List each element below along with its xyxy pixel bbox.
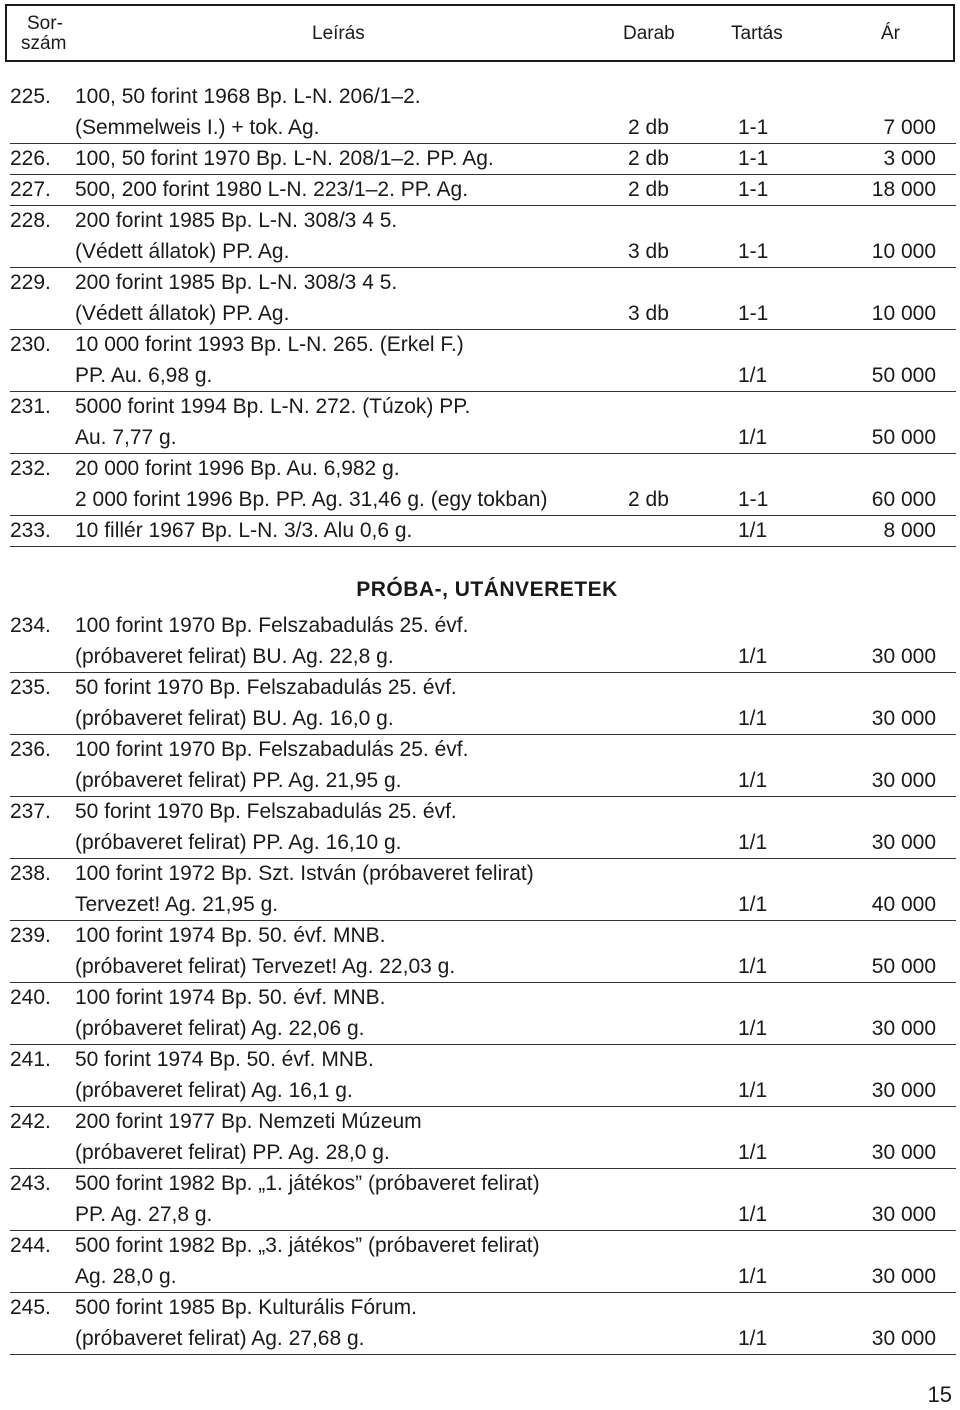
entry-number: 235.	[10, 676, 51, 699]
entry-line	[10, 734, 956, 765]
entry-description: 100 forint 1970 Bp. Felszabadulás 25. évf.	[75, 614, 469, 637]
entry-line	[10, 641, 956, 672]
entry-line	[10, 484, 956, 515]
entry-description: 50 forint 1974 Bp. 50. évf. MNB.	[75, 1048, 374, 1071]
entry-line	[10, 1075, 956, 1106]
entry-price: 30 000	[871, 831, 936, 854]
entry-line	[10, 391, 956, 422]
entry-description: (próbaveret felirat) PP. Ag. 16,10 g.	[75, 831, 402, 854]
catalog-entry	[10, 174, 956, 206]
entry-price: 7 000	[883, 116, 936, 139]
catalog-entry	[10, 205, 956, 268]
entry-line	[10, 920, 956, 951]
entry-grade: 1/1	[738, 769, 768, 792]
entry-description: 500 forint 1985 Bp. Kulturális Fórum.	[75, 1296, 418, 1319]
entry-line	[10, 1323, 956, 1354]
entry-line	[10, 422, 956, 453]
entry-description: 100, 50 forint 1968 Bp. L-N. 206/1–2.	[75, 85, 421, 108]
entry-price: 30 000	[871, 707, 936, 730]
entry-grade: 1/1	[738, 364, 768, 387]
entry-grade: 1-1	[738, 240, 769, 263]
entry-description: Tervezet! Ag. 21,95 g.	[75, 893, 279, 916]
entry-line	[10, 703, 956, 734]
entry-line	[10, 1106, 956, 1137]
entry-description: (próbaveret felirat) BU. Ag. 22,8 g.	[75, 645, 394, 668]
catalog-entry	[10, 1230, 956, 1293]
entry-number: 232.	[10, 457, 51, 480]
entry-description: Au. 7,77 g.	[75, 426, 177, 449]
entry-qty: 2 db	[628, 147, 669, 170]
header-leiras: Leírás	[312, 23, 365, 44]
entry-grade: 1/1	[738, 645, 768, 668]
entry-number: 239.	[10, 924, 51, 947]
catalog-entry	[10, 81, 956, 144]
catalog-entry	[10, 515, 956, 547]
entry-price: 30 000	[871, 769, 936, 792]
header-ar: Ár	[881, 23, 900, 44]
catalog-entry	[10, 672, 956, 735]
entry-price: 8 000	[883, 519, 936, 542]
entry-number: 231.	[10, 395, 51, 418]
entry-price: 30 000	[871, 1079, 936, 1102]
entry-line	[10, 360, 956, 391]
entry-number: 243.	[10, 1172, 51, 1195]
entry-grade: 1/1	[738, 707, 768, 730]
entry-number: 226.	[10, 147, 51, 170]
entry-number: 228.	[10, 209, 51, 232]
entry-number: 240.	[10, 986, 51, 1009]
header-tartas: Tartás	[731, 23, 783, 44]
catalog-entry	[10, 143, 956, 175]
entry-line	[10, 1230, 956, 1261]
entry-qty: 3 db	[628, 240, 669, 263]
entry-price: 50 000	[871, 955, 936, 978]
entry-price: 30 000	[871, 1265, 936, 1288]
entry-grade: 1-1	[738, 302, 769, 325]
catalog-entry	[10, 1168, 956, 1231]
entry-line	[10, 81, 956, 112]
entry-number: 244.	[10, 1234, 51, 1257]
entry-qty: 2 db	[628, 116, 669, 139]
entry-grade: 1-1	[738, 178, 769, 201]
entry-description: 100 forint 1974 Bp. 50. évf. MNB.	[75, 986, 386, 1009]
entry-line	[10, 1168, 956, 1199]
entry-line	[10, 1261, 956, 1292]
entry-description: (Semmelweis I.) + tok. Ag.	[75, 116, 320, 139]
entry-price: 3 000	[883, 147, 936, 170]
entry-grade: 1/1	[738, 1265, 768, 1288]
entry-description: (próbaveret felirat) Ag. 16,1 g.	[75, 1079, 353, 1102]
entry-line	[10, 1013, 956, 1044]
entry-line	[10, 267, 956, 298]
catalog-entry	[10, 453, 956, 516]
entry-price: 30 000	[871, 645, 936, 668]
entry-number: 237.	[10, 800, 51, 823]
entry-line	[10, 858, 956, 889]
catalog-entry	[10, 391, 956, 454]
catalog-entry	[10, 610, 956, 673]
catalog-entry	[10, 329, 956, 392]
entry-line	[10, 951, 956, 982]
catalog-entry	[10, 796, 956, 859]
entry-line	[10, 610, 956, 641]
entry-description: 10 000 forint 1993 Bp. L-N. 265. (Erkel F.)	[75, 333, 464, 356]
entry-description: Ag. 28,0 g.	[75, 1265, 177, 1288]
entry-grade: 1/1	[738, 1327, 768, 1350]
entry-number: 238.	[10, 862, 51, 885]
entry-grade: 1-1	[738, 116, 769, 139]
entry-line	[10, 1044, 956, 1075]
catalog-entry	[10, 1106, 956, 1169]
entry-description: 500 forint 1982 Bp. „3. játékos” (próbaveret felirat)	[75, 1234, 540, 1257]
entry-price: 30 000	[871, 1327, 936, 1350]
catalog-entry	[10, 1044, 956, 1107]
entry-grade: 1/1	[738, 893, 768, 916]
entry-price: 10 000	[871, 240, 936, 263]
entry-description: 500 forint 1982 Bp. „1. játékos” (próbaveret felirat)	[75, 1172, 540, 1195]
section-title: PRÓBA-, UTÁNVERETEK	[356, 578, 618, 601]
entry-grade: 1/1	[738, 519, 768, 542]
entry-grade: 1-1	[738, 147, 769, 170]
entry-line	[10, 205, 956, 236]
entry-number: 236.	[10, 738, 51, 761]
entry-price: 30 000	[871, 1141, 936, 1164]
entry-description: (próbaveret felirat) Ag. 27,68 g.	[75, 1327, 365, 1350]
entry-grade: 1/1	[738, 1079, 768, 1102]
entry-number: 233.	[10, 519, 51, 542]
entry-line	[10, 1292, 956, 1323]
entry-number: 234.	[10, 614, 51, 637]
entry-price: 40 000	[871, 893, 936, 916]
header-sorszam-line2: szám	[21, 33, 67, 54]
header-darab: Darab	[623, 23, 675, 44]
entry-line	[10, 329, 956, 360]
entry-description: (próbaveret felirat) PP. Ag. 28,0 g.	[75, 1141, 390, 1164]
entry-price: 50 000	[871, 426, 936, 449]
entry-description: 5000 forint 1994 Bp. L-N. 272. (Túzok) PP.	[75, 395, 471, 418]
entry-description: (Védett állatok) PP. Ag.	[75, 240, 290, 263]
entry-number: 225.	[10, 85, 51, 108]
catalog-entry	[10, 267, 956, 330]
catalog-entry	[10, 982, 956, 1045]
entry-description: 50 forint 1970 Bp. Felszabadulás 25. évf.	[75, 800, 457, 823]
entry-grade: 1-1	[738, 488, 769, 511]
entry-description: (Védett állatok) PP. Ag.	[75, 302, 290, 325]
entry-number: 242.	[10, 1110, 51, 1133]
entry-description: (próbaveret felirat) BU. Ag. 16,0 g.	[75, 707, 394, 730]
entry-description: 200 forint 1985 Bp. L-N. 308/3 4 5.	[75, 271, 398, 294]
entry-price: 18 000	[871, 178, 936, 201]
entry-price: 30 000	[871, 1017, 936, 1040]
entry-grade: 1/1	[738, 1017, 768, 1040]
entry-description: 100, 50 forint 1970 Bp. L-N. 208/1–2. PP. Ag.	[75, 147, 494, 170]
entry-qty: 2 db	[628, 488, 669, 511]
entry-number: 230.	[10, 333, 51, 356]
entry-number: 229.	[10, 271, 51, 294]
entry-description: (próbaveret felirat) PP. Ag. 21,95 g.	[75, 769, 402, 792]
entry-line	[10, 174, 956, 205]
entry-line	[10, 112, 956, 143]
entry-description: PP. Au. 6,98 g.	[75, 364, 213, 387]
entry-description: (próbaveret felirat) Ag. 22,06 g.	[75, 1017, 365, 1040]
entry-line	[10, 1199, 956, 1230]
entry-line	[10, 515, 956, 546]
entry-description: 500, 200 forint 1980 L-N. 223/1–2. PP. Ag.	[75, 178, 469, 201]
entry-line	[10, 672, 956, 703]
entry-grade: 1/1	[738, 831, 768, 854]
entry-price: 50 000	[871, 364, 936, 387]
entry-qty: 2 db	[628, 178, 669, 201]
entry-description: 200 forint 1985 Bp. L-N. 308/3 4 5.	[75, 209, 398, 232]
column-header-box	[5, 4, 955, 62]
entry-line	[10, 889, 956, 920]
entry-line	[10, 143, 956, 174]
entry-description: (próbaveret felirat) Tervezet! Ag. 22,03 g.	[75, 955, 456, 978]
entry-line	[10, 765, 956, 796]
entry-grade: 1/1	[738, 1203, 768, 1226]
entry-grade: 1/1	[738, 955, 768, 978]
entry-line	[10, 298, 956, 329]
entry-price: 30 000	[871, 1203, 936, 1226]
entry-description: 2 000 forint 1996 Bp. PP. Ag. 31,46 g. (egy tokban)	[75, 488, 548, 511]
entry-number: 241.	[10, 1048, 51, 1071]
entry-description: 100 forint 1970 Bp. Felszabadulás 25. évf.	[75, 738, 469, 761]
entry-number: 245.	[10, 1296, 51, 1319]
entry-description: 20 000 forint 1996 Bp. Au. 6,982 g.	[75, 457, 400, 480]
entry-line	[10, 796, 956, 827]
header-sorszam-line1: Sor-	[27, 13, 63, 34]
entry-description: 100 forint 1972 Bp. Szt. István (próbaveret felirat)	[75, 862, 534, 885]
entry-description: 50 forint 1970 Bp. Felszabadulás 25. évf.	[75, 676, 457, 699]
catalog-entry	[10, 734, 956, 797]
catalog-entry	[10, 1292, 956, 1355]
header-sorszam	[21, 14, 81, 54]
entry-grade: 1/1	[738, 426, 768, 449]
entry-qty: 3 db	[628, 302, 669, 325]
entry-description: PP. Ag. 27,8 g.	[75, 1203, 213, 1226]
entry-line	[10, 1137, 956, 1168]
entry-line	[10, 453, 956, 484]
entry-grade: 1/1	[738, 1141, 768, 1164]
entry-description: 200 forint 1977 Bp. Nemzeti Múzeum	[75, 1110, 422, 1133]
entry-line	[10, 827, 956, 858]
entry-description: 100 forint 1974 Bp. 50. évf. MNB.	[75, 924, 386, 947]
entry-price: 10 000	[871, 302, 936, 325]
entry-description: 10 fillér 1967 Bp. L-N. 3/3. Alu 0,6 g.	[75, 519, 413, 542]
page-number: 15	[927, 1382, 952, 1407]
entry-line	[10, 236, 956, 267]
entry-line	[10, 982, 956, 1013]
catalog-entry	[10, 920, 956, 983]
catalog-entry	[10, 858, 956, 921]
entry-price: 60 000	[871, 488, 936, 511]
entry-number: 227.	[10, 178, 51, 201]
